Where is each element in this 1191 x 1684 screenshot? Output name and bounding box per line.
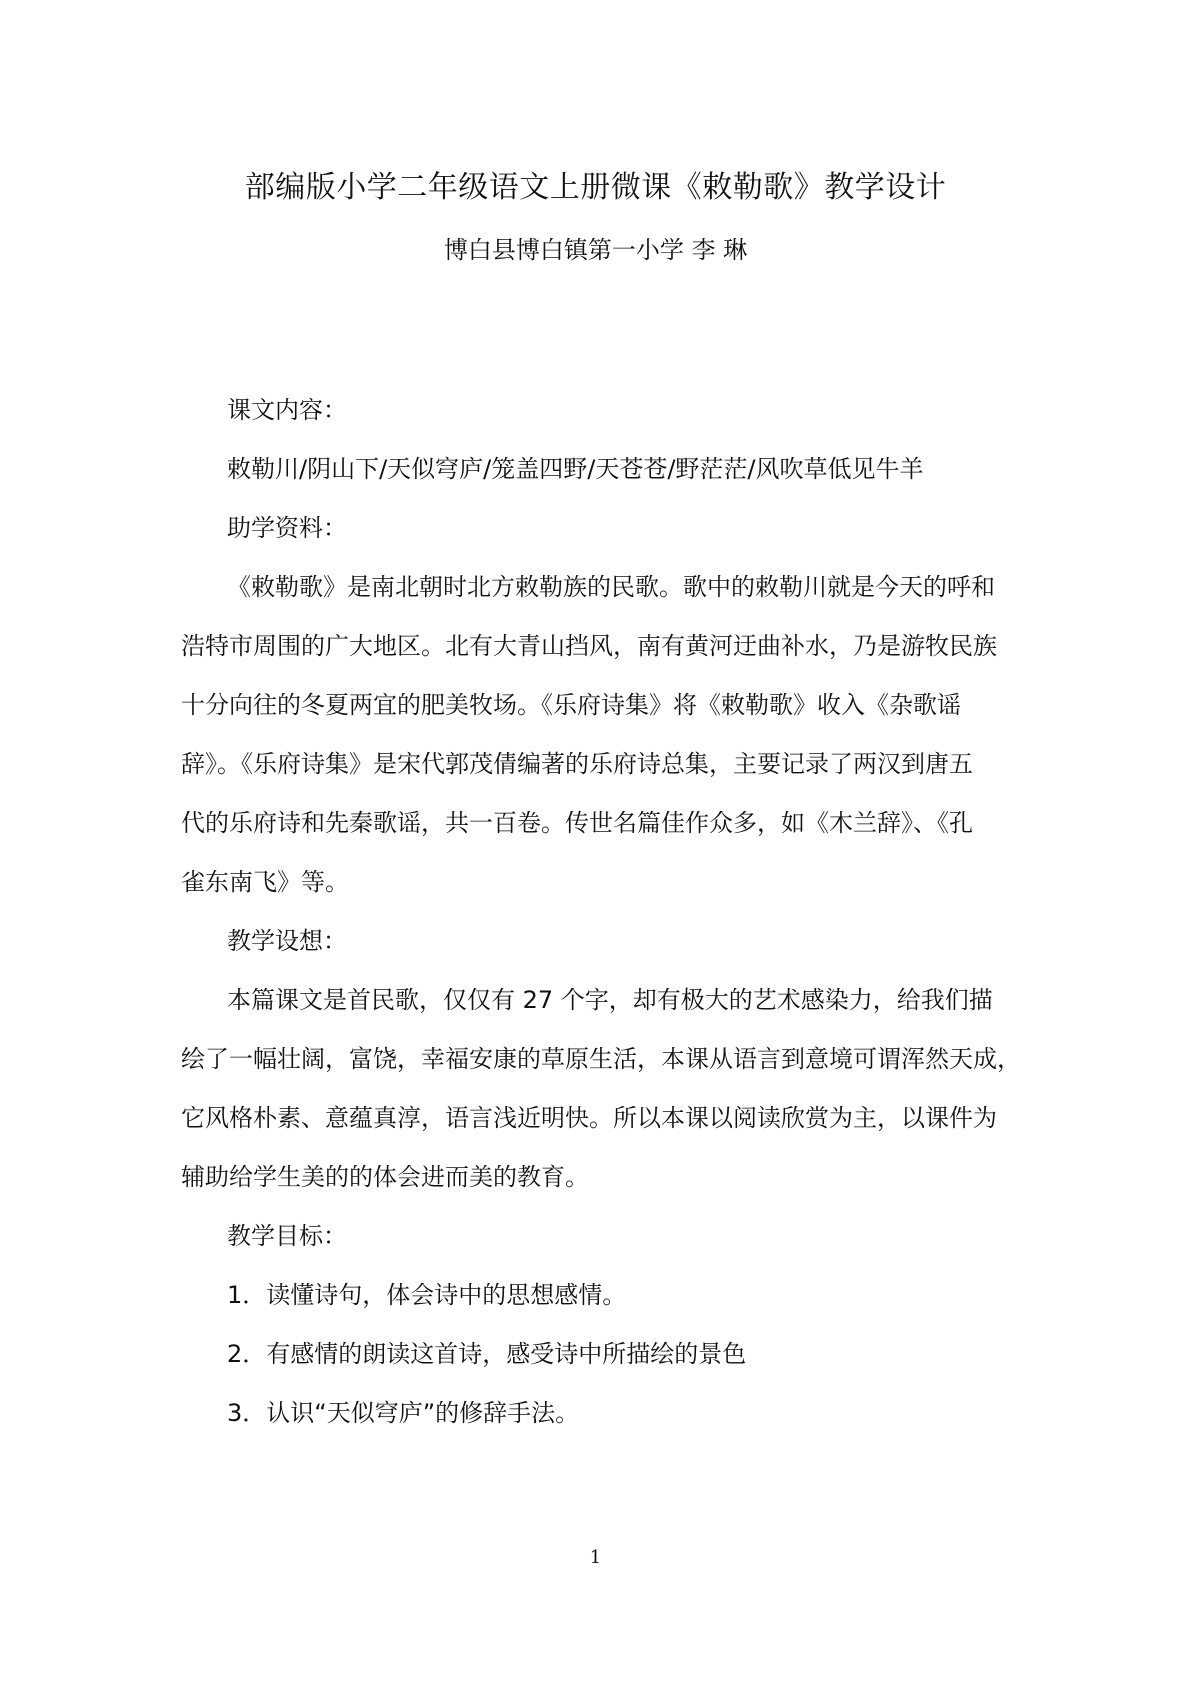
idea-line: 它风格朴素、意蕴真淳，语言浅近明快。所以本课以阅读欣赏为主，以课件为 bbox=[181, 1104, 997, 1132]
reference-line: 浩特市周围的广大地区。北有大青山挡风，南有黄河迂曲补水，乃是游牧民族 bbox=[181, 632, 997, 660]
idea-line: 辅助给学生美的的体会进而美的教育。 bbox=[181, 1163, 589, 1191]
goals-heading: 教学目标： bbox=[227, 1222, 347, 1250]
goal-item: 3．认识“天似穹庐”的修辞手法。 bbox=[227, 1399, 580, 1427]
document-author: 博白县博白镇第一小学 李 琳 bbox=[443, 236, 748, 264]
idea-line: 本篇课文是首民歌，仅仅有 27 个字，却有极大的艺术感染力，给我们描 bbox=[227, 986, 993, 1014]
reference-line: 辞》。《乐府诗集》是宋代郭茂倩编著的乐府诗总集，主要记录了两汉到唐五 bbox=[181, 750, 973, 778]
document-title: 部编版小学二年级语文上册微课《敕勒歌》教学设计 bbox=[244, 170, 947, 205]
reference-line: 雀东南飞》等。 bbox=[181, 868, 349, 896]
goal-item: 2．有感情的朗读这首诗，感受诗中所描绘的景色 bbox=[227, 1340, 747, 1368]
goal-item: 1．读懂诗句，体会诗中的思想感情。 bbox=[227, 1281, 627, 1309]
page-number: 1 bbox=[589, 1547, 602, 1568]
reference-heading: 助学资料： bbox=[227, 514, 347, 542]
reference-line: 《敕勒歌》是南北朝时北方敕勒族的民歌。歌中的敕勒川就是今天的呼和 bbox=[227, 573, 995, 601]
content-heading: 课文内容： bbox=[227, 396, 347, 424]
reference-line: 代的乐府诗和先秦歌谣，共一百卷。传世名篇佳作众多，如《木兰辞》、《孔 bbox=[181, 809, 973, 837]
idea-heading: 教学设想： bbox=[227, 927, 347, 955]
content-text: 敕勒川/阴山下/天似穹庐/笼盖四野/天苍苍/野茫茫/风吹草低见牛羊 bbox=[227, 455, 924, 483]
reference-line: 十分向往的冬夏两宜的肥美牧场。《乐府诗集》将《敕勒歌》收入《杂歌谣 bbox=[181, 691, 961, 719]
idea-line: 绘了一幅壮阔，富饶，幸福安康的草原生活，本课从语言到意境可谓浑然天成， bbox=[181, 1045, 1021, 1073]
